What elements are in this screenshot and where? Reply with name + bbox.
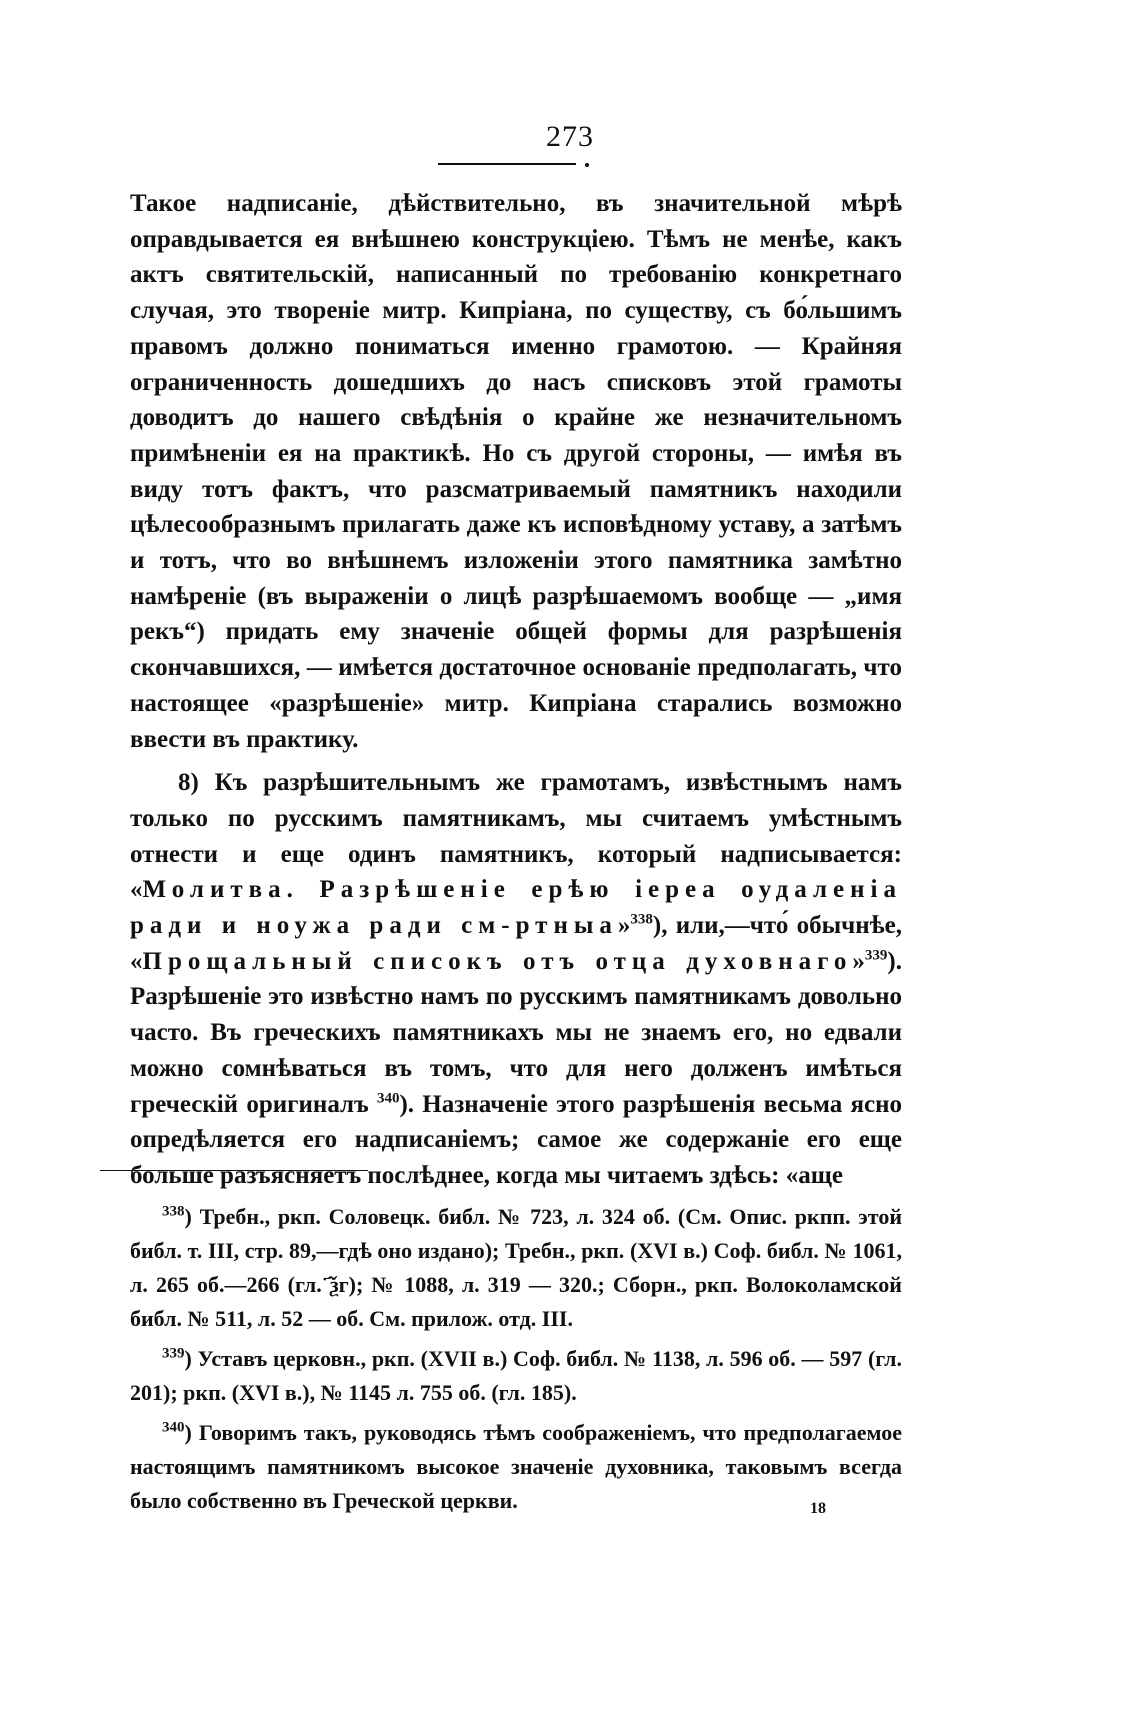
footnote-ref-340: 340 [376, 1090, 400, 1107]
page-number: 273 [546, 120, 594, 153]
printer-signature: 18 [810, 1500, 826, 1517]
footnote-text: ) Уставъ церковн., ркп. (XVII в.) Соф. библ. № 1138, л. 596 об. — 597 (гл. 201); ркп. (XVI в.), № 1145 л. 755 об. (гл. 185). [130, 1346, 902, 1405]
footnotes [130, 1200, 902, 1524]
footnote-mark: 339 [162, 1345, 185, 1362]
footnote-text: ) Требн., ркп. Соловецк. библ. № 723, л. 324 об. (См. Опис. ркпп. этой библ. т. III, стр. 89,—гдѣ оно издано); Требн., ркп. (XVI в.) Соф. библ. № 1061, л. 265 об.—266 (гл. ҃ѯг); № 1088, л. 319 — 320.; Сборн., ркп. Волоколамской библ. № 511, л. 52 — об. См. прилож. отд. III. [130, 1204, 902, 1331]
paragraph-2-text-e: ). Разрѣшеніе это извѣстно намъ по русскимъ памятникамъ довольно часто. Въ греческихъ памятникахъ мы не знаемъ его, но едвали можно сомнѣваться въ томъ, что для него долженъ имѣться греческій оригиналъ [130, 947, 902, 1118]
main-text [130, 186, 902, 1194]
footnote-340 [130, 1416, 902, 1518]
footnote-mark: 340 [162, 1419, 185, 1436]
quoted-title-1: Молитва. Разрѣшеніе ерѣю іереа оудаленіа ради и ноужа ради см-ртныа [130, 876, 902, 940]
paragraph-1: Такое надписаніе, дѣйствительно, въ значительной мѣрѣ оправдывается ея внѣшнею конструкціею. Тѣмъ не менѣе, какъ актъ святительскій, написанный по требованію конкретнаго случая, это твореніе митр. Кипріана, по существу, съ бо́льшимъ правомъ должно пониматься именно грамотою. — Крайняя ограниченность дошедшихъ до насъ списковъ этой грамоты доводитъ до нашего свѣдѣнія о крайне же незначительномъ примѣненіи ея на практикѣ. Но съ другой стороны, — имѣя въ виду тотъ фактъ, что разсматриваемый памятникъ находили цѣлесообразнымъ прилагать даже къ исповѣдному уставу, а затѣмъ и тотъ, что во внѣшнемъ изложеніи этого памятника замѣтно намѣреніе (въ выраженіи о лицѣ разрѣшаемомъ вообще — „имя рекъ“) придать ему значеніе общей формы для разрѣшенія скончавшихся, — имѣется достаточное основаніе предполагать, что настоящее «разрѣшеніе» митр. Кипріана старались возможно ввести въ практику. [130, 190, 902, 753]
header-dot [585, 163, 589, 167]
footnote-339 [130, 1342, 902, 1410]
footnote-mark: 338 [162, 1203, 185, 1220]
footnote-338 [130, 1200, 902, 1336]
paragraph-2-text-b: » [617, 912, 631, 940]
paragraph-2-text-a: 8) Къ разрѣшительнымъ же грамотамъ, извѣстнымъ намъ только по русскимъ памятникамъ, мы считаемъ умѣстнымъ отнести и еще одинъ памятникъ, который надписывается: « [130, 769, 902, 904]
footnote-separator [100, 1170, 368, 1171]
header-rule [438, 163, 576, 165]
paragraph-2-text-f: ). Назначеніе этого разрѣшенія весьма ясно опредѣляется его надписаніемъ; самое же содержаніе его еще больше разъясняетъ послѣднее, когда мы читаемъ здѣсь: «аще [130, 1090, 903, 1189]
footnote-ref-338: 338 [630, 911, 653, 928]
paragraph-2 [130, 765, 902, 1193]
footnote-ref-339: 339 [864, 947, 888, 964]
paragraph-2-text-c: ), или,—что́ обычнѣе, « [130, 912, 902, 975]
paragraph-2-text-d: » [852, 947, 865, 975]
quoted-title-2: Прощальный списокъ отъ отца духовнаго [142, 947, 853, 975]
footnote-text: ) Говоримъ такъ, руководясь тѣмъ соображеніемъ, что предполагаемое настоящимъ памятникомъ высокое значеніе духовника, таковымъ всегда было собственно въ Греческой церкви. [130, 1420, 902, 1513]
